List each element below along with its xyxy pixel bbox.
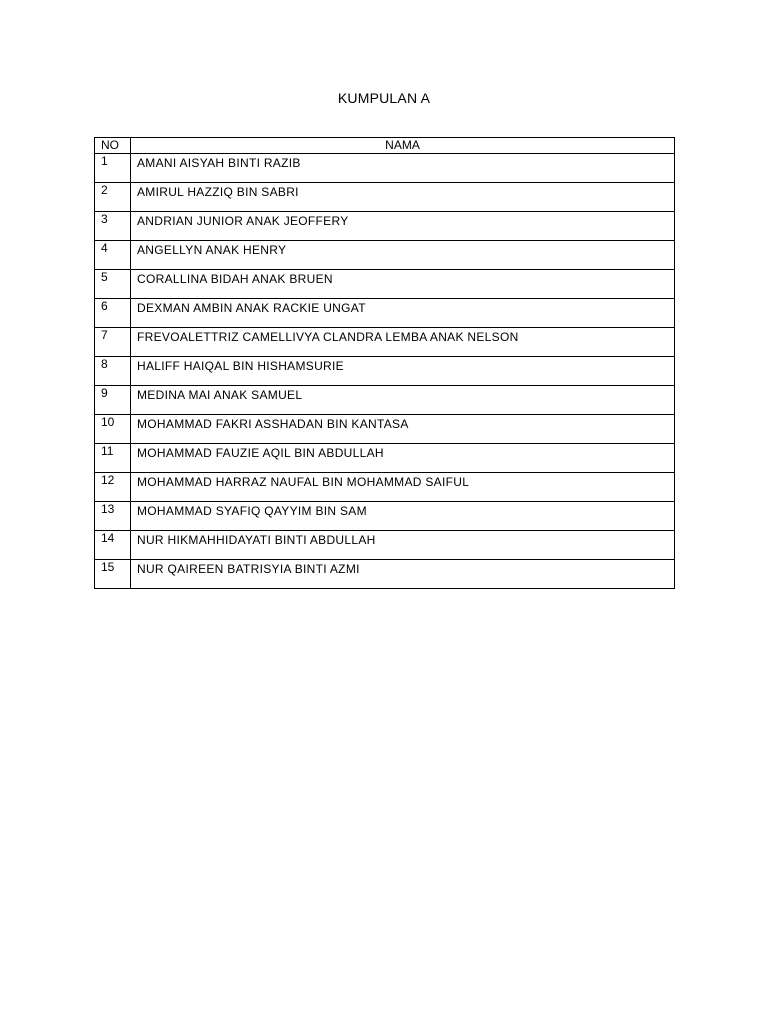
row-number: 3 <box>95 212 131 241</box>
row-name: NUR QAIREEN BATRISYIA BINTI AZMI <box>131 560 675 589</box>
table-row <box>95 560 675 589</box>
header-no: NO <box>95 138 131 154</box>
row-number: 12 <box>95 473 131 502</box>
table-body <box>95 154 675 589</box>
table-row <box>95 473 675 502</box>
header-name: NAMA <box>131 138 675 154</box>
table-row <box>95 328 675 357</box>
row-name: MEDINA MAI ANAK SAMUEL <box>131 386 675 415</box>
table-header-row <box>95 138 675 154</box>
table-row <box>95 154 675 183</box>
table-row <box>95 415 675 444</box>
table-row <box>95 444 675 473</box>
row-name: CORALLINA BIDAH ANAK BRUEN <box>131 270 675 299</box>
row-number: 9 <box>95 386 131 415</box>
table-row <box>95 386 675 415</box>
row-number: 6 <box>95 299 131 328</box>
table-row <box>95 183 675 212</box>
row-number: 1 <box>95 154 131 183</box>
row-name: MOHAMMAD FAUZIE AQIL BIN ABDULLAH <box>131 444 675 473</box>
row-name: NUR HIKMAHHIDAYATI BINTI ABDULLAH <box>131 531 675 560</box>
table-row <box>95 241 675 270</box>
row-name: FREVOALETTRIZ CAMELLIVYA CLANDRA LEMBA ANAK NELSON <box>131 328 675 357</box>
row-number: 10 <box>95 415 131 444</box>
table-row <box>95 270 675 299</box>
row-name: MOHAMMAD FAKRI ASSHADAN BIN KANTASA <box>131 415 675 444</box>
table-row <box>95 212 675 241</box>
table-row <box>95 502 675 531</box>
row-name: MOHAMMAD HARRAZ NAUFAL BIN MOHAMMAD SAIFUL <box>131 473 675 502</box>
table-row <box>95 357 675 386</box>
row-number: 5 <box>95 270 131 299</box>
member-table <box>94 137 675 589</box>
row-name: HALIFF HAIQAL BIN HISHAMSURIE <box>131 357 675 386</box>
row-number: 4 <box>95 241 131 270</box>
row-name: ANGELLYN ANAK HENRY <box>131 241 675 270</box>
row-number: 13 <box>95 502 131 531</box>
row-name: MOHAMMAD SYAFIQ QAYYIM BIN SAM <box>131 502 675 531</box>
row-number: 7 <box>95 328 131 357</box>
row-name: AMIRUL HAZZIQ BIN SABRI <box>131 183 675 212</box>
row-name: AMANI AISYAH BINTI RAZIB <box>131 154 675 183</box>
table-row <box>95 299 675 328</box>
row-number: 8 <box>95 357 131 386</box>
row-name: DEXMAN AMBIN ANAK RACKIE UNGAT <box>131 299 675 328</box>
row-number: 11 <box>95 444 131 473</box>
row-number: 14 <box>95 531 131 560</box>
row-number: 15 <box>95 560 131 589</box>
row-number: 2 <box>95 183 131 212</box>
page-title: KUMPULAN A <box>337 90 431 106</box>
row-name: ANDRIAN JUNIOR ANAK JEOFFERY <box>131 212 675 241</box>
table-row <box>95 531 675 560</box>
